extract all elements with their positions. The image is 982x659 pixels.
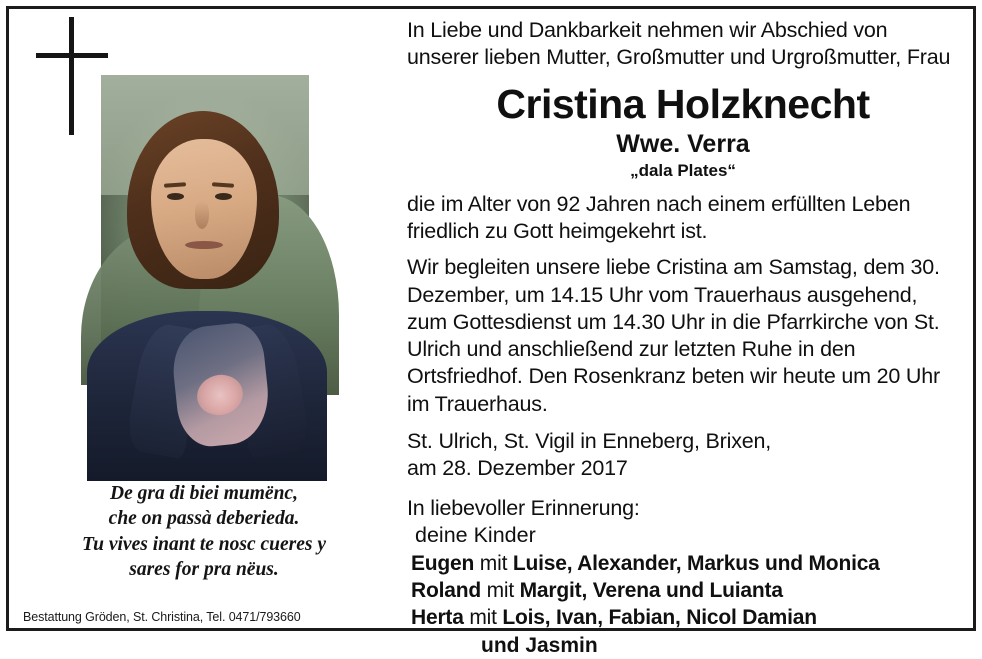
- family-relatives: Lois, Ivan, Fabian, Nicol Damian: [502, 606, 817, 630]
- poem: [23, 481, 385, 582]
- photo-eye-right: [215, 193, 232, 200]
- poem-line: sares for pra nëus.: [129, 559, 279, 581]
- card-content: [9, 9, 973, 657]
- portrait-image: [101, 75, 309, 470]
- card-border: [6, 6, 976, 657]
- date-line: am 28. Dezember 2017: [407, 456, 628, 481]
- poem-line: De gra di biei mumënc,: [110, 483, 298, 504]
- lead-paragraph: In Liebe und Dankbarkeit nehmen wir Abschied von unserer lieben Mutter, Großmutter und Urgroßmutter, Frau: [407, 18, 951, 70]
- poem-line: Tu vives inant te nosc cueres y: [81, 533, 327, 555]
- deceased-subname: Wwe. Verra: [616, 129, 750, 158]
- portrait-photo: [101, 75, 309, 470]
- places-block: [407, 428, 959, 483]
- family-line: [407, 550, 959, 577]
- family-connector: mit: [463, 606, 503, 630]
- funeral-paragraph: Wir begleiten unsere liebe Cristina am Samstag, dem 30. Dezember, um 14.15 Uhr vom Trauerhaus ausgehend, zum Gottesdienst um 14.30 Uhr in die Pfarrkirche von St. Ulrich und anschließend zur letzten Ruhe in den Ortsfriedhof. Den Rosenkranz beten wir heute um 20 Uhr im Trauerhaus.: [407, 255, 940, 416]
- photo-nose: [195, 201, 209, 229]
- funeral-home-credit: Bestattung Gröden, St. Christina, Tel. 0471/793660: [23, 610, 301, 624]
- family-connector: mit: [474, 551, 513, 575]
- family-member-name: Roland: [411, 579, 481, 603]
- cross-horizontal-bar: [36, 53, 108, 58]
- left-column: [9, 9, 399, 628]
- cross-vertical-bar: [69, 17, 74, 135]
- family-line: [407, 577, 959, 604]
- age-paragraph: die im Alter von 92 Jahren nach einem erfüllten Leben friedlich zu Gott heimgekehrt ist.: [407, 191, 911, 243]
- family-last-line: und Jasmin: [481, 633, 598, 657]
- deceased-name: Cristina Holzknecht: [496, 80, 870, 127]
- photo-eye-left: [167, 193, 184, 200]
- places-line: St. Ulrich, St. Vigil in Enneberg, Brixen,: [407, 429, 772, 454]
- memory-line: In liebevoller Erinnerung:: [407, 495, 640, 520]
- poem-line: che on passà deberieda.: [108, 508, 300, 530]
- family-member-name: Eugen: [411, 551, 475, 575]
- family-member-name: Herta: [411, 606, 464, 630]
- family-relatives: Luise, Alexander, Markus und Monica: [512, 551, 880, 575]
- deceased-nickname: „dala Plates“: [630, 161, 736, 181]
- family-relatives: Margit, Verena und Luianta: [519, 579, 783, 603]
- photo-mouth: [185, 241, 223, 249]
- family-line: [407, 604, 959, 631]
- family-connector: mit: [480, 579, 520, 603]
- children-heading: deine Kinder: [415, 522, 536, 547]
- right-column: [399, 9, 973, 657]
